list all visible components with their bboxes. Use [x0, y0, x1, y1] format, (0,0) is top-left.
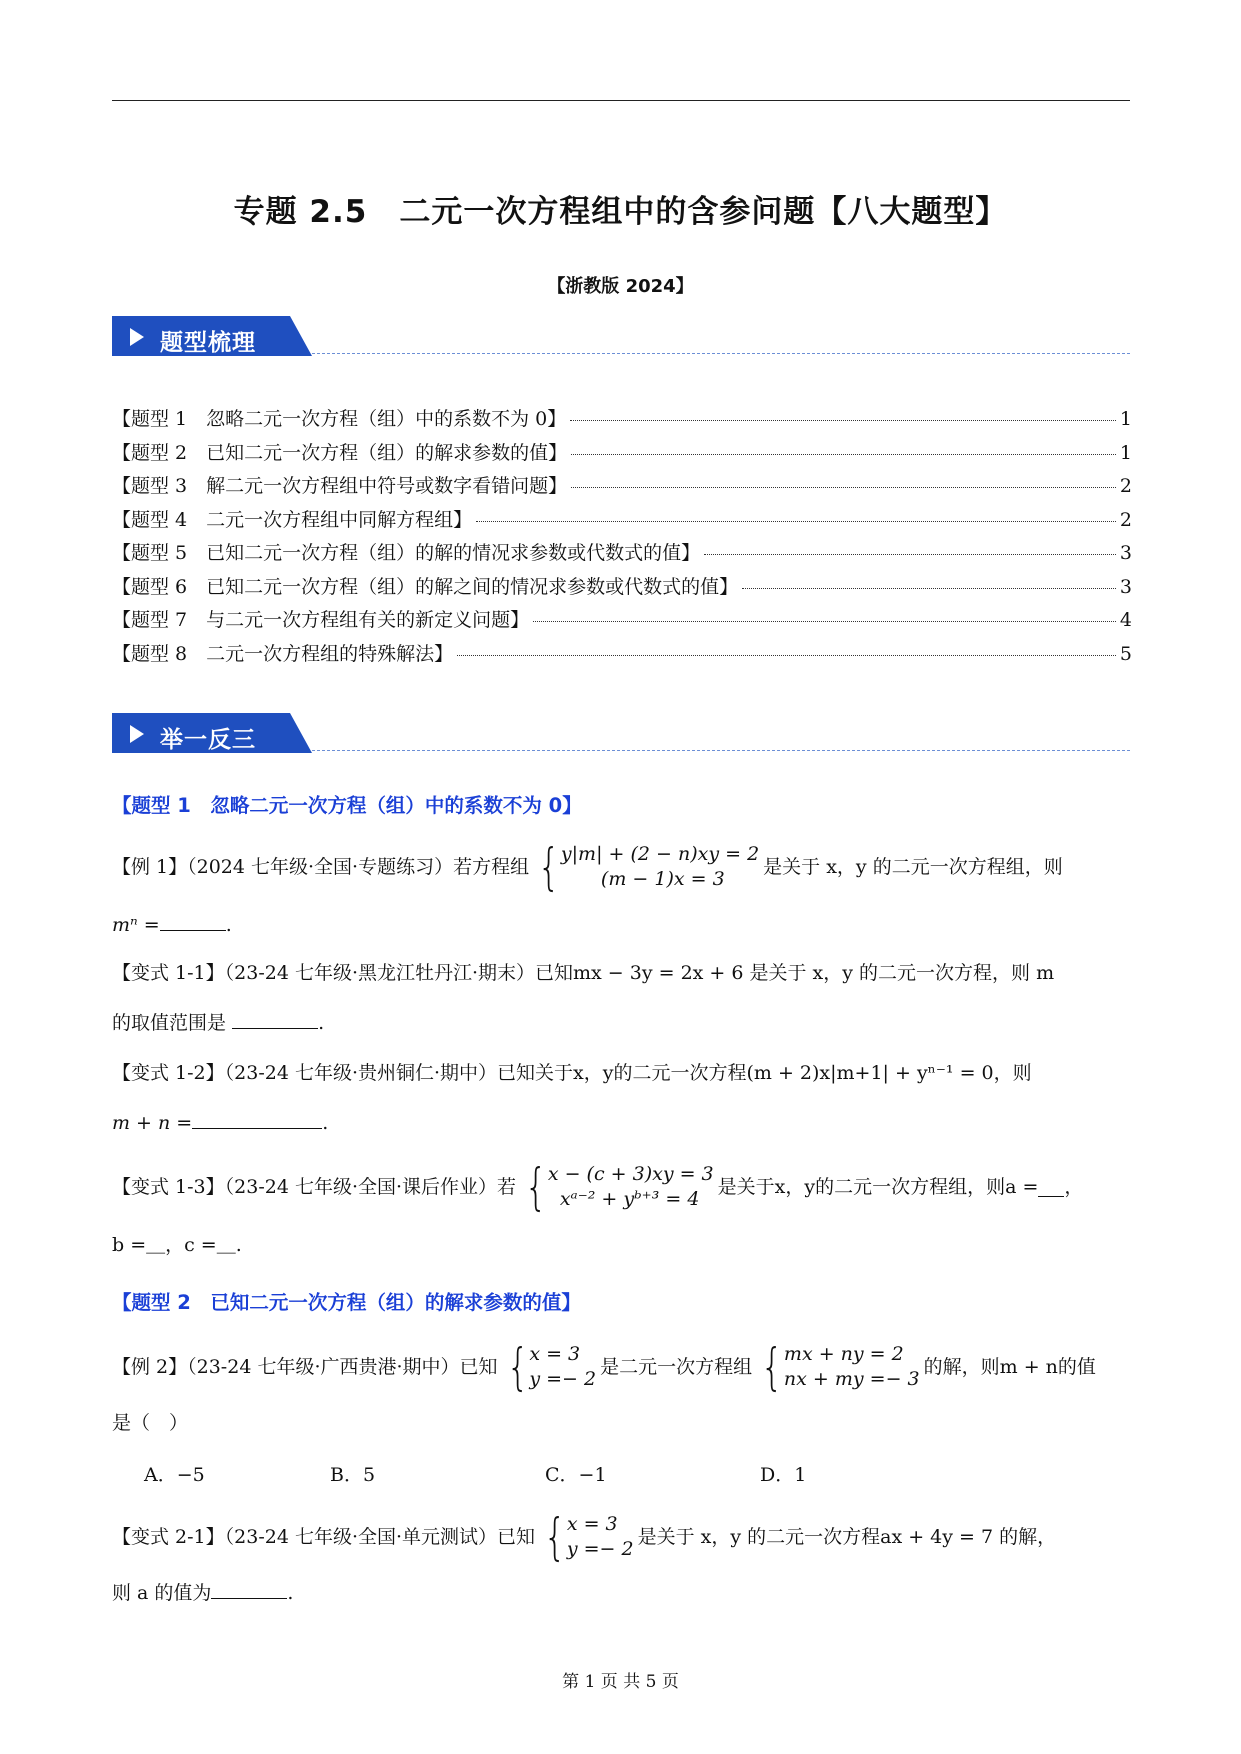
answer-blank[interactable]: [1038, 1178, 1064, 1197]
example-1-answer: mⁿ = .: [112, 914, 232, 936]
banner-divider: [312, 353, 1130, 354]
variant-2-1-cont: 则 a 的值为 .: [112, 1582, 294, 1604]
solution-system: { x = 3 y =− 2: [543, 1508, 634, 1566]
example-2: 【例 2】（23-24 七年级·广西贵港·期中）已知 { x = 3 y =− 2 是二元一次方程组 { mx + ny = 2 nx + my =− 3 的解，则m + n的值: [112, 1338, 1096, 1396]
section-banner-overview: [112, 316, 1130, 362]
variant-1-3-cont: b =＿，c =＿.: [112, 1234, 242, 1256]
equation-system: { x − (c + 3)xy = 3 xᵃ⁻² + yᵇ⁺³ = 4: [524, 1158, 714, 1216]
toc-item[interactable]: 【题型 3 解二元一次方程组中符号或数字看错问题】 2: [112, 475, 1132, 497]
toc-item[interactable]: 【题型 7 与二元一次方程组有关的新定义问题】 4: [112, 609, 1132, 631]
variant-1-2-cont: m + n = .: [112, 1112, 329, 1134]
variant-1-2: 【变式 1-2】（23-24 七年级·贵州铜仁·期中）已知关于x，y的二元一次方程(m + 2)x|m+1| + yⁿ⁻¹ = 0，则: [112, 1062, 1032, 1084]
variant-2-1: 【变式 2-1】（23-24 七年级·全国·单元测试）已知 { x = 3 y =− 2 是关于 x，y 的二元一次方程ax + 4y = 7 的解，: [112, 1508, 1057, 1566]
variant-1-1: 【变式 1-1】（23-24 七年级·黑龙江牡丹江·期末）已知mx − 3y = 2x + 6 是关于 x，y 的二元一次方程，则 m: [112, 962, 1055, 984]
page-footer: 第 1 页 共 5 页: [562, 1672, 679, 1692]
toc-item[interactable]: 【题型 4 二元一次方程组中同解方程组】 2: [112, 508, 1132, 531]
answer-blank[interactable]: [160, 912, 226, 931]
document-title: 专题 2.5 二元一次方程组中的含参问题【八大题型】: [233, 194, 1008, 230]
banner-label: 题型梳理: [160, 330, 256, 356]
question-type-heading: 【题型 1 忽略二元一次方程（组）中的系数不为 0】: [112, 794, 582, 817]
answer-blank[interactable]: [192, 1110, 322, 1129]
variant-1-3: 【变式 1-3】（23-24 七年级·全国·课后作业）若 { x − (c + 3)xy = 3 xᵃ⁻² + yᵇ⁺³ = 4 是关于x，y的二元一次方程组，则a = ，: [112, 1158, 1084, 1216]
example-2-cont: 是（ ）: [112, 1412, 189, 1434]
equation-system: { mx + ny = 2 nx + my =− 3: [760, 1338, 920, 1396]
header-rule: [112, 100, 1130, 101]
toc-item[interactable]: 【题型 6 已知二元一次方程（组）的解之间的情况求参数或代数式的值】 3: [112, 575, 1132, 598]
solution-system: { x = 3 y =− 2: [506, 1338, 597, 1396]
answer-blank[interactable]: [211, 1580, 287, 1599]
variant-1-1-cont: 的取值范围是 .: [112, 1012, 325, 1034]
option-a[interactable]: A．−5: [144, 1464, 205, 1486]
banner-label: 举一反三: [160, 727, 256, 753]
toc-item[interactable]: 【题型 8 二元一次方程组的特殊解法】 5: [112, 642, 1132, 665]
option-b[interactable]: B．5: [330, 1464, 376, 1486]
question-type-heading: 【题型 2 已知二元一次方程（组）的解求参数的值】: [112, 1291, 581, 1314]
option-c[interactable]: C．−1: [545, 1464, 607, 1486]
document-subtitle: 【浙教版 2024】: [547, 276, 694, 297]
equation-system: { y|m| + (2 − n)xy = 2 (m − 1)x = 3: [537, 838, 760, 896]
toc-item[interactable]: 【题型 1 忽略二元一次方程（组）中的系数不为 0】 1: [112, 408, 1132, 430]
option-d[interactable]: D．1: [760, 1464, 807, 1486]
example-1: 【例 1】（2024 七年级·全国·专题练习）若方程组 { y|m| + (2 − n)xy = 2 (m − 1)x = 3 是关于 x，y 的二元一次方程组，则: [112, 838, 1063, 896]
toc-item[interactable]: 【题型 5 已知二元一次方程（组）的解的情况求参数或代数式的值】 3: [112, 542, 1132, 564]
section-banner-examples: [112, 713, 1130, 759]
table-of-contents: [112, 404, 1132, 672]
answer-blank[interactable]: [232, 1010, 318, 1029]
toc-item[interactable]: 【题型 2 已知二元一次方程（组）的解求参数的值】 1: [112, 441, 1132, 464]
banner-divider: [312, 750, 1130, 751]
